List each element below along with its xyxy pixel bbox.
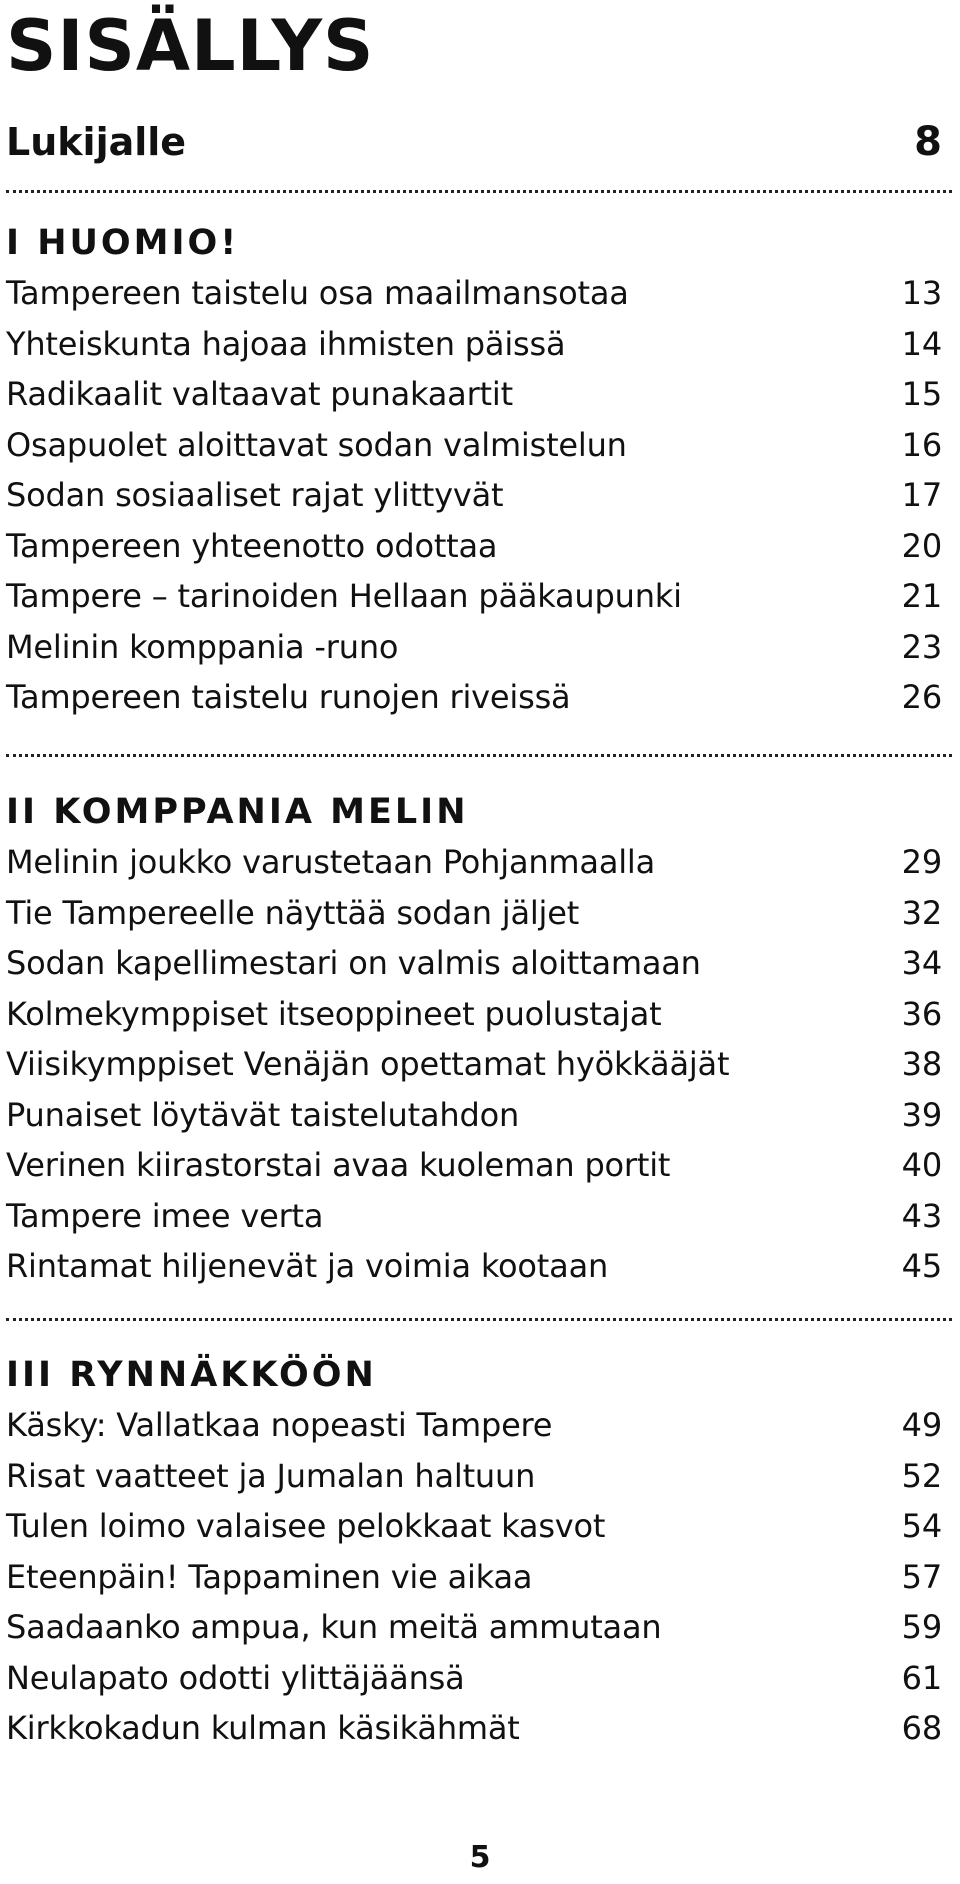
dotted-divider bbox=[6, 754, 952, 757]
entry-page-number: 40 bbox=[901, 1146, 942, 1185]
entry-title: Sodan sosiaaliset rajat ylittyvät bbox=[6, 476, 504, 515]
entry-page-number: 39 bbox=[901, 1095, 942, 1134]
entry-page-number: 59 bbox=[901, 1608, 942, 1647]
toc-entry bbox=[6, 672, 942, 723]
toc-entry bbox=[6, 268, 942, 319]
toc-entry bbox=[6, 1140, 942, 1191]
page-number-footer: 5 bbox=[469, 1840, 491, 1875]
toc-entry bbox=[6, 1039, 942, 1090]
section-heading: III RYNNÄKKÖÖN bbox=[6, 1355, 377, 1395]
toc-entry bbox=[6, 470, 942, 521]
entry-page-number: 26 bbox=[901, 678, 942, 717]
entry-page-number: 14 bbox=[901, 324, 942, 363]
entry-title: Viisikymppiset Venäjän opettamat hyökkääjät bbox=[6, 1045, 730, 1084]
entry-page-number: 45 bbox=[901, 1247, 942, 1286]
entry-page-number: 49 bbox=[901, 1406, 942, 1445]
dotted-divider bbox=[6, 1318, 952, 1321]
intro-label: Lukijalle bbox=[6, 120, 187, 164]
intro-entry bbox=[6, 114, 942, 170]
toc-entry bbox=[6, 1191, 942, 1242]
entry-page-number: 21 bbox=[901, 577, 942, 616]
entry-title: Punaiset löytävät taistelutahdon bbox=[6, 1095, 520, 1134]
entry-page-number: 13 bbox=[901, 274, 942, 313]
toc-entry bbox=[6, 622, 942, 673]
entry-title: Neulapato odotti ylittäjäänsä bbox=[6, 1658, 465, 1697]
entry-page-number: 38 bbox=[901, 1045, 942, 1084]
entry-title: Tampereen yhteenotto odottaa bbox=[6, 526, 498, 565]
entry-page-number: 15 bbox=[901, 375, 942, 414]
toc-entry bbox=[6, 1552, 942, 1603]
entry-title: Eteenpäin! Tappaminen vie aikaa bbox=[6, 1557, 533, 1596]
toc-entry bbox=[6, 1400, 942, 1451]
entry-page-number: 16 bbox=[901, 425, 942, 464]
toc-entry bbox=[6, 1501, 942, 1552]
entry-title: Kolmekymppiset itseoppineet puolustajat bbox=[6, 994, 662, 1033]
entry-page-number: 29 bbox=[901, 843, 942, 882]
section-3 bbox=[6, 1350, 942, 1754]
toc-entry bbox=[6, 1602, 942, 1653]
toc-entry bbox=[6, 420, 942, 471]
section-1 bbox=[6, 218, 942, 723]
toc-entry bbox=[6, 938, 942, 989]
entry-title: Melinin komppania -runo bbox=[6, 627, 399, 666]
entry-title: Saadaanko ampua, kun meitä ammutaan bbox=[6, 1608, 662, 1647]
toc-entry bbox=[6, 571, 942, 622]
section-heading: II KOMPPANIA MELIN bbox=[6, 792, 469, 832]
toc-entry bbox=[6, 888, 942, 939]
entry-title: Tie Tampereelle näyttää sodan jäljet bbox=[6, 893, 580, 932]
entry-title: Radikaalit valtaavat punakaartit bbox=[6, 375, 513, 414]
dotted-divider bbox=[6, 190, 952, 193]
entry-title: Käsky: Vallatkaa nopeasti Tampere bbox=[6, 1406, 553, 1445]
entry-page-number: 32 bbox=[901, 893, 942, 932]
entry-title: Sodan kapellimestari on valmis aloittamaan bbox=[6, 944, 701, 983]
section-heading: I HUOMIO! bbox=[6, 223, 240, 263]
toc-entry bbox=[6, 1241, 942, 1292]
entry-title: Tampereen taistelu osa maailmansotaa bbox=[6, 274, 629, 313]
entry-title: Yhteiskunta hajoaa ihmisten päissä bbox=[6, 324, 566, 363]
entry-page-number: 68 bbox=[901, 1709, 942, 1748]
entry-title: Tulen loimo valaisee pelokkaat kasvot bbox=[6, 1507, 606, 1546]
entry-title: Verinen kiirastorstai avaa kuoleman portit bbox=[6, 1146, 671, 1185]
entry-title: Rintamat hiljenevät ja voimia kootaan bbox=[6, 1247, 609, 1286]
entry-title: Osapuolet aloittavat sodan valmistelun bbox=[6, 425, 627, 464]
toc-entry bbox=[6, 369, 942, 420]
entry-page-number: 17 bbox=[901, 476, 942, 515]
entry-title: Tampere imee verta bbox=[6, 1196, 324, 1235]
entry-page-number: 61 bbox=[901, 1658, 942, 1697]
entry-page-number: 57 bbox=[901, 1557, 942, 1596]
intro-page-number: 8 bbox=[914, 119, 942, 165]
entry-page-number: 23 bbox=[901, 627, 942, 666]
section-2 bbox=[6, 787, 942, 1292]
toc-entry bbox=[6, 319, 942, 370]
page-title: SISÄLLYS bbox=[6, 5, 375, 87]
toc-entry bbox=[6, 837, 942, 888]
toc-entry bbox=[6, 1653, 942, 1704]
entry-page-number: 36 bbox=[901, 994, 942, 1033]
toc-entry bbox=[6, 521, 942, 572]
entry-title: Kirkkokadun kulman käsikähmät bbox=[6, 1709, 520, 1748]
toc-entry bbox=[6, 1703, 942, 1754]
entry-page-number: 20 bbox=[901, 526, 942, 565]
toc-entry bbox=[6, 989, 942, 1040]
entry-page-number: 52 bbox=[901, 1456, 942, 1495]
entry-page-number: 43 bbox=[901, 1196, 942, 1235]
entry-title: Tampere – tarinoiden Hellaan pääkaupunki bbox=[6, 577, 682, 616]
entry-page-number: 54 bbox=[901, 1507, 942, 1546]
entry-page-number: 34 bbox=[901, 944, 942, 983]
toc-entry bbox=[6, 1090, 942, 1141]
entry-title: Tampereen taistelu runojen riveissä bbox=[6, 678, 571, 717]
entry-title: Risat vaatteet ja Jumalan haltuun bbox=[6, 1456, 536, 1495]
entry-title: Melinin joukko varustetaan Pohjanmaalla bbox=[6, 843, 656, 882]
toc-entry bbox=[6, 1451, 942, 1502]
